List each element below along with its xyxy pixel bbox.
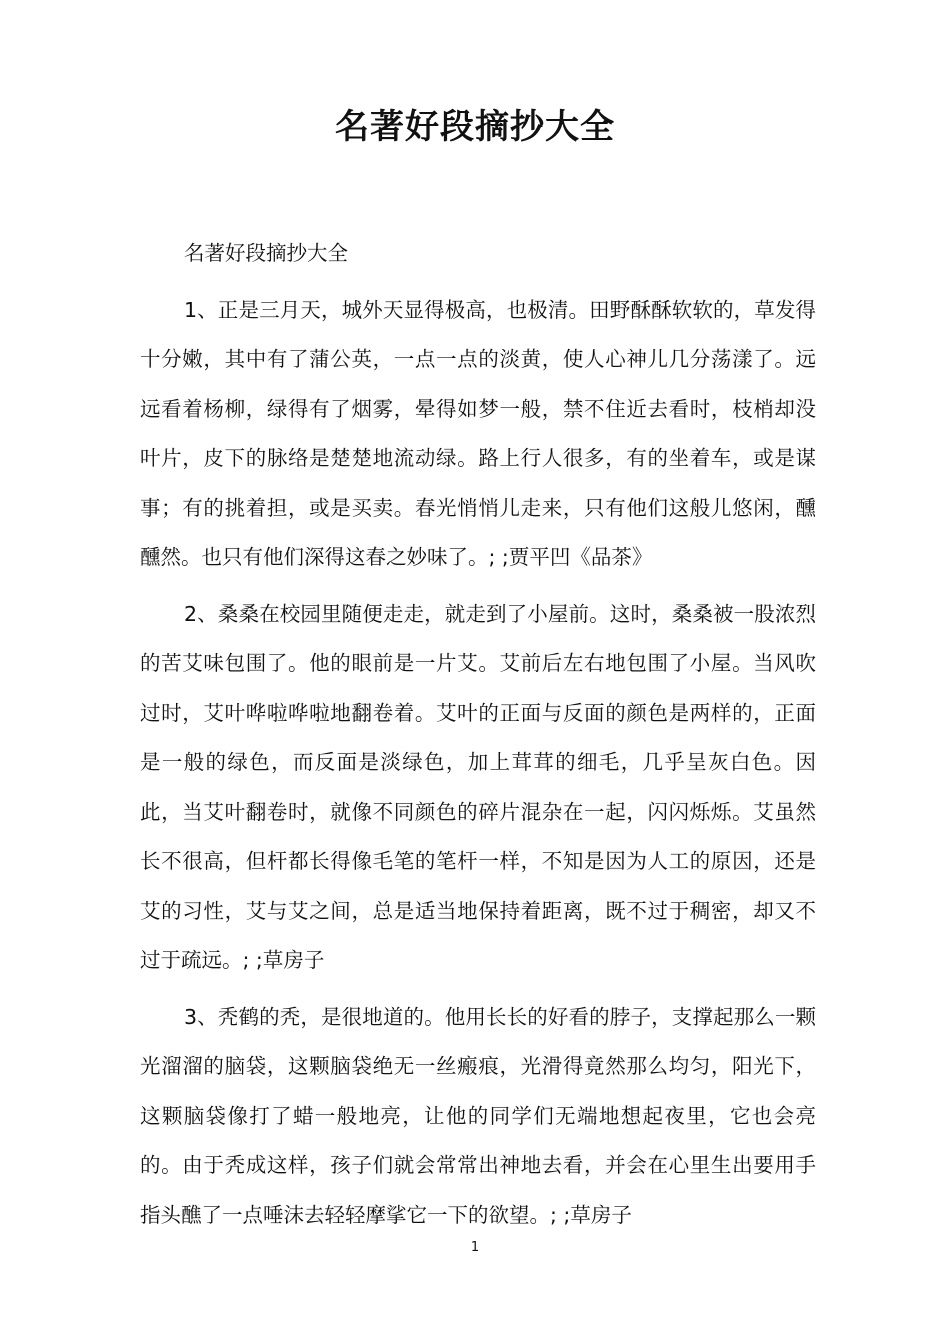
page-number: 1: [470, 1240, 480, 1255]
paragraph-excerpt-2: 2、桑桑在校园里随便走走，就走到了小屋前。这时，桑桑被一股浓烈的苦艾味包围了。他的眼前是一片艾。艾前后左右地包围了小屋。当风吹过时，艾叶哗啦哗啦地翻卷着。艾叶的正面与反面的颜色是两样的，正面是一般的绿色，而反面是淡绿色，加上茸茸的细毛，几乎呈灰白色。因此，当艾叶翻卷时，就像不同颜色的碎片混杂在一起，闪闪烁烁。艾虽然长不很高，但杆都长得像毛笔的笔杆一样，不知是因为人工的原因，还是艾的习性，艾与艾之间，总是适当地保持着距离，既不过于稠密，却又不过于疏远。; ;草房子: [140, 601, 816, 972]
paragraph-excerpt-3: 3、秃鹤的秃，是很地道的。他用长长的好看的脖子，支撑起那么一颗光溜溜的脑袋，这颗脑袋绝无一丝瘢痕，光滑得竟然那么均匀，阳光下，这颗脑袋像打了蜡一般地亮，让他的同学们无端地想起夜里，它也会亮的。由于秃成这样，孩子们就会常常出神地去看，并会在心里生出要用手指头醮了一点唾沫去轻轻摩挲它一下的欲望。; ;草房子: [140, 1004, 816, 1227]
paragraph-subtitle: 名著好段摘抄大全: [184, 241, 348, 265]
paragraph-excerpt-1: 1、正是三月天，城外天显得极高，也极清。田野酥酥软软的，草发得十分嫩，其中有了蒲公英，一点一点的淡黄，使人心神儿几分荡漾了。远远看着杨柳，绿得有了烟雾，晕得如梦一般，禁不住近去看时，枝梢却没叶片，皮下的脉络是楚楚地流动绿。路上行人很多，有的坐着车，或是谋事；有的挑着担，或是买卖。春光悄悄儿走来，只有他们这般儿悠闲，醺醺然。也只有他们深得这春之妙味了。; ;贾平凹《品茶》: [140, 297, 816, 569]
document-title: 名著好段摘抄大全: [335, 107, 615, 147]
document-body: [140, 229, 816, 1247]
